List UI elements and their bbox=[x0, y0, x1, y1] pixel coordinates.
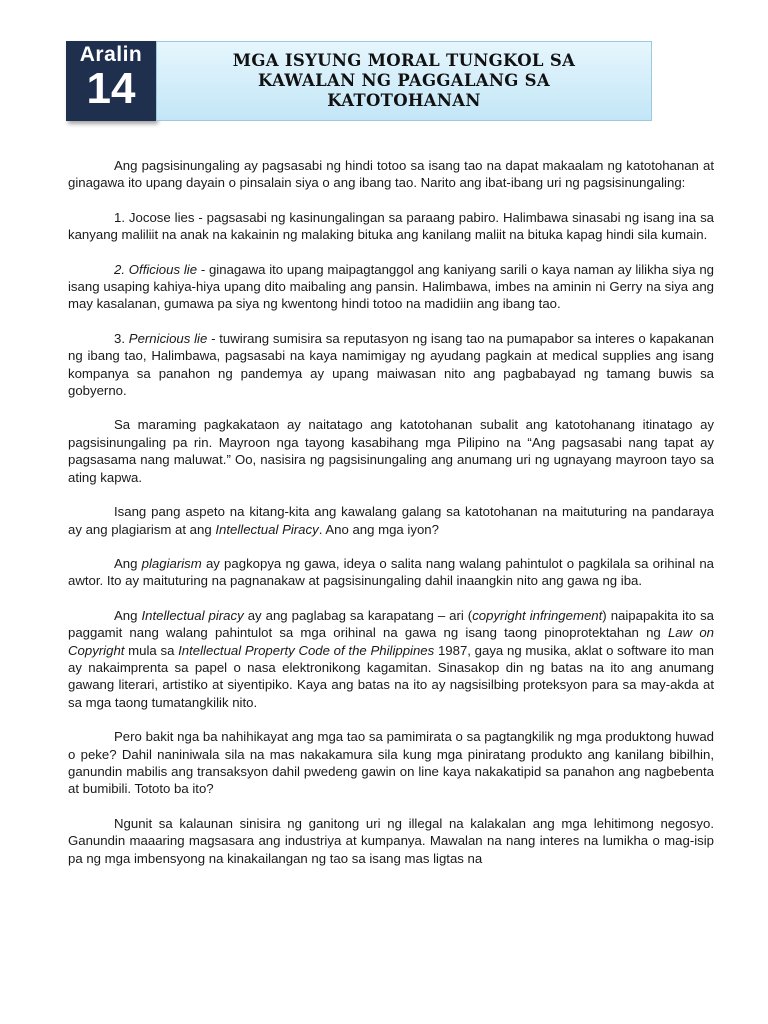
italic-term: Pernicious lie bbox=[128, 330, 208, 346]
paragraph-pernicious bbox=[68, 330, 714, 400]
text-run: Ngunit sa kalaunan sinisira ng ganitong uri ng illegal na kalakalan ang mga lehitimong negosyo. Ganundin maaaring magsasara ang industriya at kumpanya. Mawalan na nang interes na lumikha o mag-isip pa ng mga imbensyong na kinakailangan ng tao sa isang mas ligtas na bbox=[68, 815, 714, 866]
text-run: - ginagawa ito upang maipagtanggol ang kaniyang sarili o kaya naman ay lilikha siya ng isang usaping kahiya-hiya upang dito maibaling ang pansin. Halimbawa, imbes na aminin ni Gerry na siya ang may kasalanan, gumawa pa siya ng kwentong hindi totoo na madidiin ang ibang tao. bbox=[68, 261, 715, 312]
text-run: 1987, gaya ng musika, aklat o software ito man ay nakaimprenta sa papel o nasa elektronikong kagamitan. Sinasakop din ng batas na ito ang anumang gawang literari, artistiko at siyentipiko. Kaya ang batas na ito ay nagsisilbing proteksyon para sa may-akda at sa mga taong tumatangkilik nito. bbox=[68, 642, 714, 710]
italic-term: Intellectual Piracy bbox=[215, 521, 319, 537]
document-body bbox=[68, 157, 714, 867]
title-line-2: KAWALAN NG PAGGALANG SA bbox=[257, 71, 550, 90]
lesson-label: Aralin bbox=[79, 43, 143, 66]
text-run: Ang bbox=[114, 555, 142, 571]
title-banner bbox=[156, 41, 652, 121]
paragraph-ngunit bbox=[68, 815, 714, 867]
page-title bbox=[233, 51, 575, 111]
paragraph-plagiarism bbox=[68, 555, 714, 590]
title-line-1: MGA ISYUNG MORAL TUNGKOL SA bbox=[232, 51, 576, 70]
lesson-badge bbox=[66, 41, 156, 121]
paragraph-officious bbox=[68, 261, 714, 313]
text-run: 1. Jocose lies - pagsasabi ng kasinungalingan sa paraang pabiro. Halimbawa sinasabi ng isang ina sa kanyang maliliit na anak na kakainin ng malaking bituka ang kanilang maliit na bituka kapag hindi sila kumain. bbox=[68, 209, 714, 243]
paragraph-aspeto bbox=[68, 503, 714, 538]
text-run: mula sa bbox=[124, 642, 179, 658]
italic-term: Intellectual piracy bbox=[141, 607, 244, 623]
text-run: - tuwirang sumisira sa reputasyon ng isang tao na pumapabor sa interes o kapakanan ng ibang tao, Halimbawa, pagsasabi na kaya namimigay ng ayudang pagkain at medical supplies ang isang kompanya sa panahon ng pandemya ay upang maiwasan nito ang pagbabayad ng tamang buwis sa gobyerno. bbox=[68, 330, 714, 399]
title-line-3: KATOTOHANAN bbox=[327, 91, 481, 110]
italic-term: Law on Copyright bbox=[68, 625, 714, 658]
text-run: ay ang paglabag sa karapatang – ari ( bbox=[243, 607, 473, 623]
paragraph-bakit bbox=[68, 728, 714, 798]
text-run: ) naipapakita ito sa paggamit nang walang pahintulot sa mga orihinal na gawa ng isang taong pinoprotektahan ng bbox=[68, 607, 715, 641]
text-run: . Ano ang mga iyon? bbox=[318, 521, 439, 537]
italic-term: plagiarism bbox=[141, 555, 202, 571]
lesson-number: 14 bbox=[86, 64, 136, 113]
italic-term: copyright infringement bbox=[472, 607, 603, 623]
text-run: ay pagkopya ng gawa, ideya o salita nang walang pahintulot o pagkilala sa orihinal na awtor. Ito ay maituturing na pagnanakaw at pagsisinungaling dahil inaangkin nito ang gawa ng iba. bbox=[68, 555, 714, 589]
text-run: Isang pang aspeto na kitang-kita ang kawalang galang sa katotohanan na maituturing na pandaraya ay ang plagiarism at ang bbox=[68, 504, 714, 537]
text-run: Ang pagsisinungaling ay pagsasabi ng hindi totoo sa isang tao na dapat makaalam ng katotohanan at ginagawa ito upang dayain o pinsalain siya o ang ibang tao. Narito ang ibat-ibang uri ng pagsisinungaling: bbox=[68, 158, 714, 191]
paragraph-jocose bbox=[68, 209, 714, 244]
italic-term: Intellectual Property Code of the Philippines bbox=[178, 642, 435, 658]
text-run: Sa maraming pagkakataon ay naitatago ang katotohanan subalit ang katotohanang itinatago ay pagsisinungaling pa rin. Mayroon nga tayong kasabihang mga Pilipino na “Ang pagsasabi nang tapat ay pagsasama nang maluwat.” Oo, nasisira ng pagsisinungaling ang anumang uri ng ugnayang mayroon tayo sa ating kapwa. bbox=[68, 417, 714, 485]
paragraph-tinatago bbox=[68, 416, 714, 486]
text-run: 3. bbox=[114, 330, 129, 346]
text-run: Ang bbox=[114, 607, 142, 623]
italic-term: 2. Officious lie bbox=[114, 261, 198, 277]
paragraph-intro bbox=[68, 157, 714, 192]
text-run: Pero bakit nga ba nahihikayat ang mga tao sa pamimirata o sa pagtangkilik ng mga produktong huwad o peke? Dahil naniniwala sila na mas nakakamura sila kung mga piniratang produkto ang kanilang bibilhin, ganundin mabilis ang transaksyon dahil pwedeng gawin on line kaya nakakatipid sa panahon ang nagbebenta at bumibili. Tototo ba ito? bbox=[68, 729, 714, 797]
paragraph-piracy bbox=[68, 607, 714, 711]
